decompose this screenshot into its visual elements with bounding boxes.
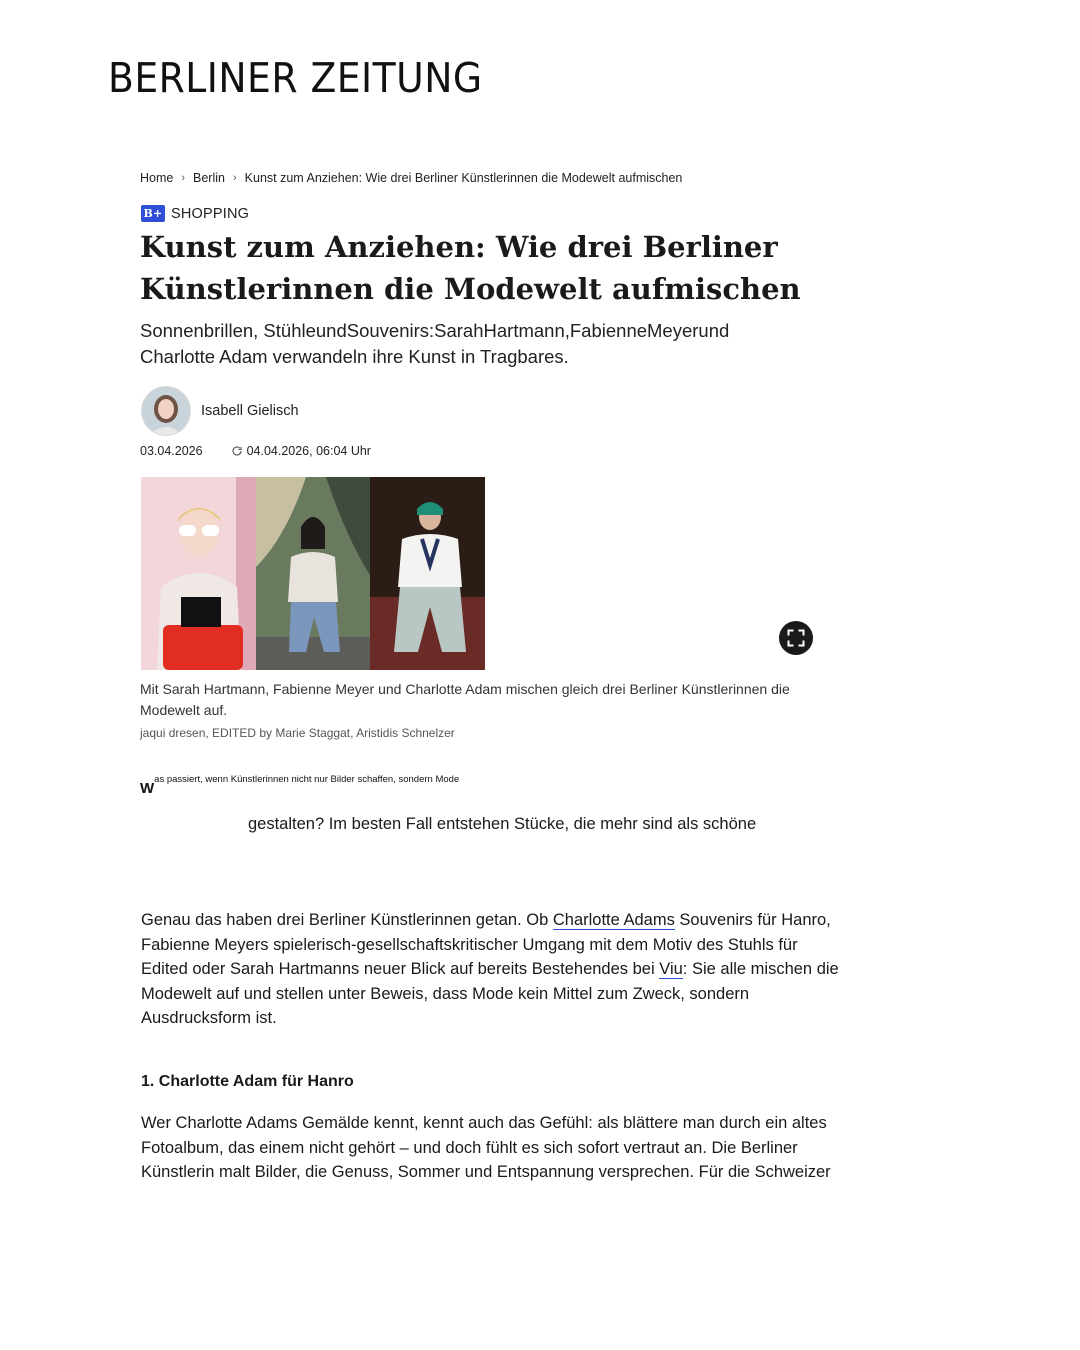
image-caption: Mit Sarah Hartmann, Fabienne Meyer und Charlotte Adam mischen gleich drei Berliner Künstlerinnen die Modewelt auf.	[140, 681, 790, 718]
breadcrumb-home[interactable]: Home	[140, 171, 174, 185]
author-block[interactable]	[141, 386, 299, 436]
avatar-portrait-icon	[142, 387, 190, 435]
hero-panel-fabienne-meyer	[256, 477, 371, 670]
chevron-right-icon: ›	[181, 172, 186, 184]
category-label: SHOPPING	[171, 205, 250, 222]
breadcrumb-berlin[interactable]: Berlin	[193, 171, 225, 185]
article-intro	[140, 774, 459, 796]
paragraph-1-part-b: Souvenirs für Hanro, Fabienne Meyers spielerisch-gesellschaftskritischer Umgang mit dem Motiv des Stuhls für Edited oder Sarah Hartmanns neuer Blick auf bereits Bestehendes bei	[141, 911, 831, 979]
author-name[interactable]: Isabell Gielisch	[201, 403, 299, 419]
paragraph-1	[141, 908, 841, 1031]
image-credit: jaqui dresen, EDITED by Marie Staggat, Aristidis Schnelzer	[140, 726, 455, 740]
author-avatar[interactable]	[141, 386, 191, 436]
paragraph-1-part-a: Genau das haben drei Berliner Künstlerinnen getan. Ob	[141, 911, 553, 929]
fullscreen-button[interactable]	[779, 621, 813, 655]
hero-image[interactable]	[141, 477, 485, 670]
portrait-illustration-3	[370, 477, 485, 670]
article-dates	[140, 444, 371, 458]
hero-panel-sarah-hartmann	[141, 477, 256, 670]
hero-panel-charlotte-adam	[370, 477, 485, 670]
dropcap-rest-text: as passiert, wenn Künstlerinnen nicht nur Bilder schaffen, sondern Mode	[154, 774, 460, 785]
link-viu[interactable]: Viu	[659, 960, 683, 979]
article-headline: Kunst zum Anziehen: Wie drei Berliner Künstlerinnen die Modewelt aufmischen	[140, 230, 801, 306]
article-category[interactable]	[141, 205, 249, 222]
refresh-icon	[231, 445, 243, 457]
intro-continuation: gestalten? Im besten Fall entstehen Stücke, die mehr sind als schöne	[248, 815, 757, 833]
portrait-illustration-2	[256, 477, 371, 670]
article-subline: Sonnenbrillen, StühleundSouvenirs:SarahHartmann,FabienneMeyerund Charlotte Adam verwandeln ihre Kunst in Tragbares.	[140, 320, 730, 367]
fullscreen-icon	[786, 628, 806, 648]
published-date: 03.04.2026	[140, 444, 203, 458]
portrait-illustration-1	[141, 477, 256, 670]
site-logo[interactable]: BERLINER ZEITUNG	[108, 54, 483, 102]
chevron-right-icon: ›	[232, 172, 237, 184]
bplus-badge-icon: B+	[141, 205, 165, 222]
paragraph-1-part-c: : Sie alle mischen die Modewelt auf und stellen unter Beweis, dass Mode kein Mittel zum Zweck, sondern Ausdrucksform ist.	[141, 960, 839, 1028]
link-charlotte-adams[interactable]: Charlotte Adams	[552, 911, 675, 929]
updated-date-wrapper	[231, 444, 371, 458]
breadcrumb	[140, 171, 682, 185]
dropcap-letter: W	[140, 780, 155, 797]
section-heading-1: 1. Charlotte Adam für Hanro	[141, 1073, 354, 1090]
breadcrumb-current: Kunst zum Anziehen: Wie drei Berliner Künstlerinnen die Modewelt aufmischen	[244, 171, 683, 185]
paragraph-2: Wer Charlotte Adams Gemälde kennt, kennt auch das Gefühl: als blättere man durch ein altes Fotoalbum, das einem nicht gehört – und doch fühlt es sich sofort vertraut an. Die Berliner Künstlerin malt Bilder, die Genuss, Sommer und Entspannung versprechen. Für die Schweizer	[141, 1114, 831, 1182]
updated-date: 04.04.2026, 06:04 Uhr	[246, 444, 371, 458]
